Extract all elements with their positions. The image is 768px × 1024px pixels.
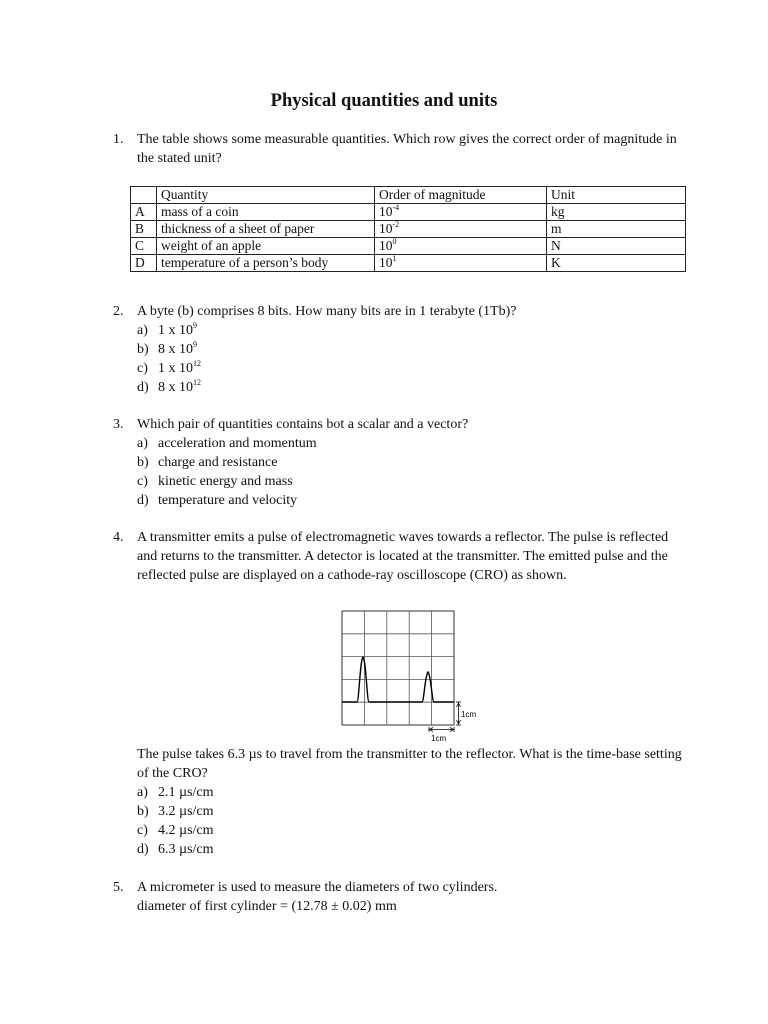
option-c: c) 1 x $10^{12}$ [137,359,201,376]
magnitude-cell: $10^{-2}$ [375,221,547,238]
option-d: d) 8 x $10^{12}$ [137,378,201,395]
cro-screen [342,611,454,725]
option-d: d) temperature and velocity [137,493,298,508]
option-c: c) 4.2 µs/cm [137,823,214,838]
option-d: d) 6.3 µs/cm [137,842,214,857]
unit-cell: m [547,221,686,238]
question-text: A byte (b) comprises 8 bits. How many bits are in 1 terabyte (1Tb)? [137,304,517,319]
question-number: 1. [113,132,124,147]
magnitude-table [130,186,686,272]
question-text: The table shows some measurable quantities. Which row gives the correct order of magnitude in the stated unit? [137,132,677,166]
question-number: 4. [113,530,124,545]
magnitude-cell: $10^0$ [375,238,547,255]
question-text: A micrometer is used to measure the diameters of two cylinders. [137,880,498,895]
cro-display [340,608,490,743]
question-2 [113,302,688,397]
measurement-line: diameter of first cylinder = (12.78 ± 0.02) mm [137,899,397,914]
page-title: Physical quantities and units [270,91,498,111]
followup-text: The pulse takes 6.3 µs to travel from the transmitter to the reflector. What is the time-base setting of the CRO? [137,747,682,781]
cro-figure [340,608,490,743]
magnitude-cell: $10^{-4}$ [375,204,547,221]
table-row [131,238,686,255]
unit-cell: kg [547,204,686,221]
option-c: c) kinetic energy and mass [137,474,293,489]
option-a: a) acceleration and momentum [137,436,317,451]
question-number: 3. [113,417,124,432]
row-label: D [131,255,157,272]
horizontal-scale-label: 1cm [431,734,447,743]
table-header [131,187,157,204]
table-header: Order of magnitude [375,187,547,204]
magnitude-cell: $10^1$ [375,255,547,272]
question-number: 5. [113,880,124,895]
option-b: b) 8 x $10^9$ [137,340,197,357]
vertical-scale-label: 1cm [461,710,477,719]
table-row [131,255,686,272]
option-b: b) 3.2 µs/cm [137,804,214,819]
quantity-cell: weight of an apple [157,238,375,255]
table-row [131,221,686,238]
question-text: Which pair of quantities contains bot a scalar and a vector? [137,417,469,432]
question-4-followup [113,745,688,859]
question-number: 2. [113,304,124,319]
row-label: B [131,221,157,238]
question-4 [113,528,688,585]
quantity-cell: thickness of a sheet of paper [157,221,375,238]
unit-cell: K [547,255,686,272]
row-label: C [131,238,157,255]
option-a: a) 1 x $10^9$ [137,321,197,338]
quantity-cell: temperature of a person’s body [157,255,375,272]
question-3 [113,415,688,510]
option-a: a) 2.1 µs/cm [137,785,214,800]
table-row [131,204,686,221]
table-header: Quantity [157,187,375,204]
table-header: Unit [547,187,686,204]
option-b: b) charge and resistance [137,455,278,470]
horizontal-scale-marker [429,727,454,732]
question-1 [113,130,688,168]
unit-cell: N [547,238,686,255]
question-text: A transmitter emits a pulse of electromagnetic waves towards a reflector. The pulse is reflected and returns to the transmitter. A detector is located at the transmitter. The emitted pulse and the reflected pulse are displayed on a cathode-ray oscilloscope (CRO) as shown. [137,530,669,583]
question-5 [113,878,688,916]
table-header-row [131,187,686,204]
row-label: A [131,204,157,221]
quantity-cell: mass of a coin [157,204,375,221]
